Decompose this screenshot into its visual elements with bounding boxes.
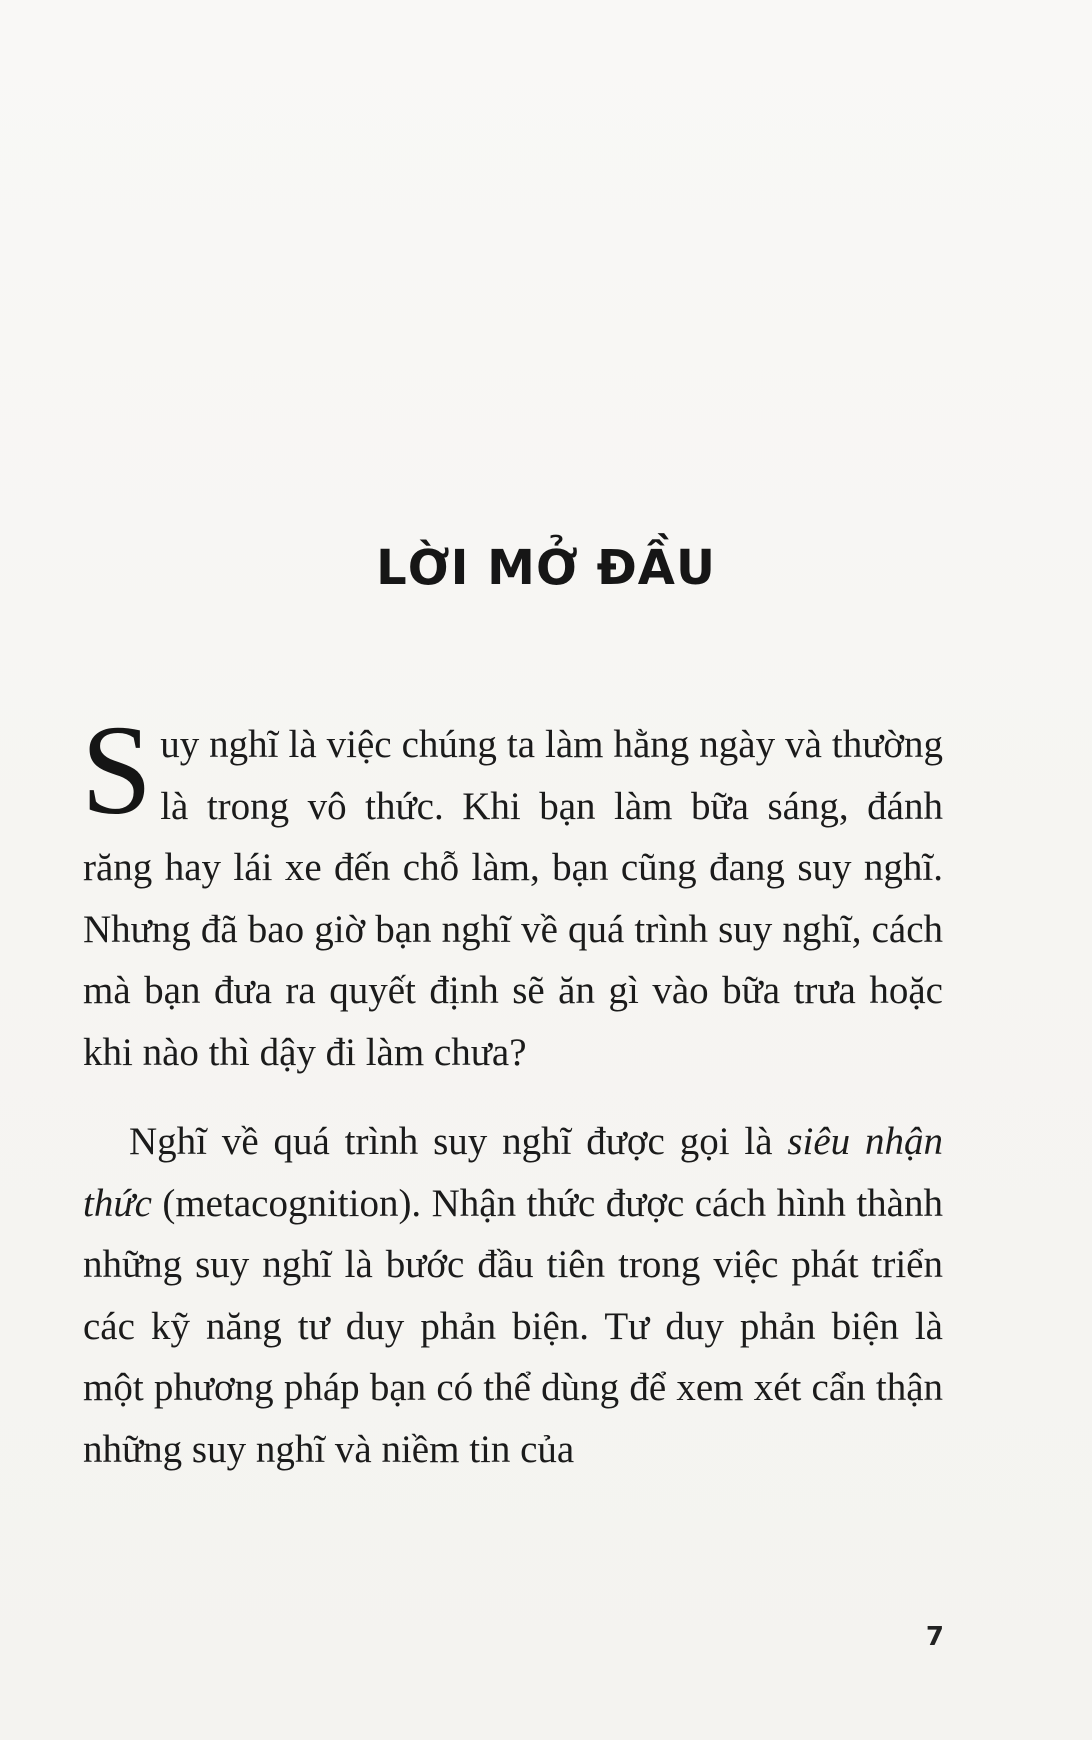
paragraph-1: [81, 699, 943, 1083]
paragraph-2: [83, 1111, 943, 1480]
chapter-heading: LỜI MỞ ĐẦU: [376, 540, 716, 596]
paragraph-2-text-before: Nghĩ về quá trình suy nghĩ được gọi là: [129, 1120, 788, 1163]
page-number: 7: [925, 1622, 944, 1652]
drop-cap: S: [81, 699, 153, 841]
body-text: [81, 699, 943, 1480]
paragraph-1-text: uy nghĩ là việc chúng ta làm hằng ngày và thường là trong vô thức. Khi bạn làm bữa sáng, đánh răng hay lái xe đến chỗ làm, bạn cũng đang suy nghĩ. Nhưng đã bao giờ bạn nghĩ về quá trình suy nghĩ, cách mà bạn đưa ra quyết định sẽ ăn gì vào bữa trưa hoặc khi nào thì dậy đi làm chưa?: [83, 723, 943, 1074]
metacognition-term: siêu nhận thức: [83, 1120, 943, 1225]
paragraph-2-text-after: (metacognition). Nhận thức được cách hình thành những suy nghĩ là bước đầu tiên trong việc phát triển các kỹ năng tư duy phản biện. Tư duy phản biện là một phương pháp bạn có thể dùng để xem xét cẩn thận những suy nghĩ và niềm tin của: [83, 1181, 943, 1471]
